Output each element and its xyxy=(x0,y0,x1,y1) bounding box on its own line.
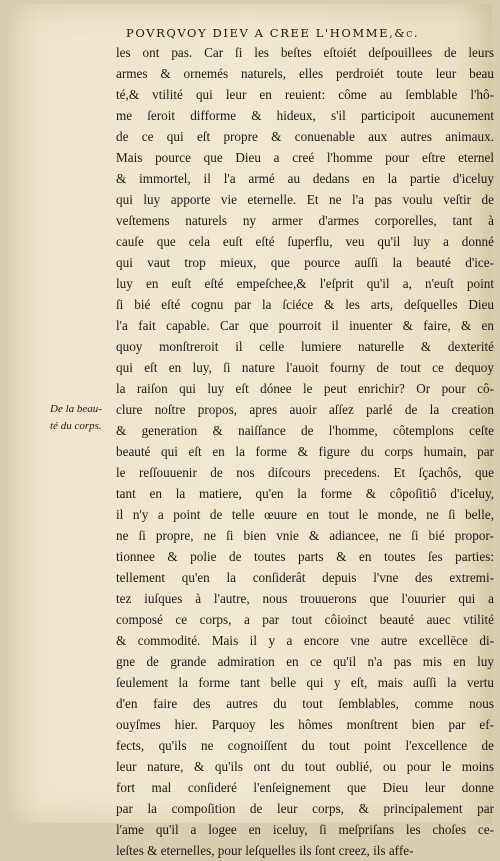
text-line: par la compoſition de leur corps, & principalement par xyxy=(116,801,494,816)
margin-note xyxy=(50,401,122,435)
text-line: tionnee & polie de toutes parts & en toutes ſes parties: xyxy=(116,549,494,564)
text-line: qui vaut trop mieux, que pource auſſi la beauté d'ice- xyxy=(116,255,494,270)
text-line: d'en faire des autres du tout ſemblables, comme nous xyxy=(116,696,494,711)
text-line: Mais pource que Dieu a creé l'homme pour eſtre eternel xyxy=(116,150,494,165)
running-head: POVRQVOY DIEV A CREE L'HOMME,&c. xyxy=(126,26,420,40)
text-line: fort mal conſideré l'enſeignement que Dieu leur donne xyxy=(116,780,494,795)
text-line: & commodité. Mais il y a encore vne autre excellēce di- xyxy=(116,633,494,648)
text-line: fects, qu'ils ne cognoiſſent du tout point l'excellence de xyxy=(116,738,494,753)
text-line: ſeulement la forme tant belle qui y eſt, mais auſſi la vertu xyxy=(116,675,494,690)
text-line: l'ame qu'il a logee en iceluy, ſi meſpriſans les choſes ce- xyxy=(116,822,494,837)
text-line: clure noſtre propos, apres auoir aſſez parlé de la creation xyxy=(116,402,494,417)
text-line: cauſe que cela euſt eſté ſuperflu, veu qu'il luy a donné xyxy=(116,234,494,249)
text-line: ſi bié eſté cognu par la ſciéce & les arts, deſquelles Dieu xyxy=(116,297,494,312)
margin-note-line: té du corps. xyxy=(50,420,102,432)
text-line: les ont pas. Car ſi les beſtes eſtoiét deſpouillees de leurs xyxy=(116,45,494,60)
text-line: té,& vtilité qui leur en reuient: côme au ſemblable l'hô- xyxy=(116,87,494,102)
book-page xyxy=(8,4,494,858)
text-line: qui luy apporte vie eternelle. Et ne l'a pas voulu veſtir de xyxy=(116,192,494,207)
text-line: me ſeroit difforme & hideux, s'il participoit aucunement xyxy=(116,108,494,123)
text-line: leſtes & eternelles, pour leſquelles ils ſont creez, ils affe- xyxy=(116,843,414,858)
text-line: composé ce corps, a par tout côioinct beauté auec vtilité xyxy=(116,612,494,627)
text-line: ouyſmes hier. Parquoy les hômes monſtrent bien par ef- xyxy=(116,717,494,732)
margin-note-line: De la beau- xyxy=(50,403,102,415)
text-line: leur nature, & qu'ils ont du tout oublié, ou pour le moins xyxy=(116,759,494,774)
text-line: ne ſi propre, ne ſi bien vnie & adiancee, ne ſi bié propor- xyxy=(116,528,494,543)
text-line: armes & ornemés naturels, elles perdroiét toute leur beau xyxy=(116,66,494,81)
text-line: qui eſt en luy, ſi nature l'auoit fourny de tout ce dequoy xyxy=(116,360,494,375)
body-text xyxy=(116,42,494,861)
text-line: il n'y a point de telle œuure en tout le monde, ne ſi belle, xyxy=(116,507,494,522)
text-line: la raiſon qui luy eſt dónee le peut enrichir? Or pour cô- xyxy=(116,381,494,396)
text-line: tez iuſques à l'autre, nous trouuerons que l'ouurier qui a xyxy=(116,591,494,606)
text-line: tant en la matiere, qu'en la forme & côpoſitiô d'iceluy, xyxy=(116,486,494,501)
text-line: l'a fait capable. Car que pourroit il inuenter & faire, & en xyxy=(116,318,494,333)
text-line: tellement qu'en la conſiderât depuis l'vne des extremi- xyxy=(116,570,494,585)
text-line: beauté qui eſt en la forme & figure du corps humain, par xyxy=(116,444,494,459)
text-line: luy en euſt eſté empeſchee,& l'eſprit qu'il a, n'euſt point xyxy=(116,276,494,291)
text-line: quoy monſtreroit il celle lumiere naturelle & dexterité xyxy=(116,339,494,354)
text-line: veſtemens naturels ny armer d'armes corporelles, tant à xyxy=(116,213,494,228)
text-line: & generation & naiſſance de l'homme, côtemplons ceſte xyxy=(116,423,494,438)
text-line: gne de grande admiration en ce qu'il n'a pas mis en luy xyxy=(116,654,494,669)
text-line: & immortel, il l'a armé au dedans en la partie d'iceluy xyxy=(116,171,494,186)
text-line: le reſſouuenir de nos diſcours precedens. Et ſçachôs, que xyxy=(116,465,494,480)
text-line: de ce qui eſt propre & conuenable aux autres animaux. xyxy=(116,129,494,144)
